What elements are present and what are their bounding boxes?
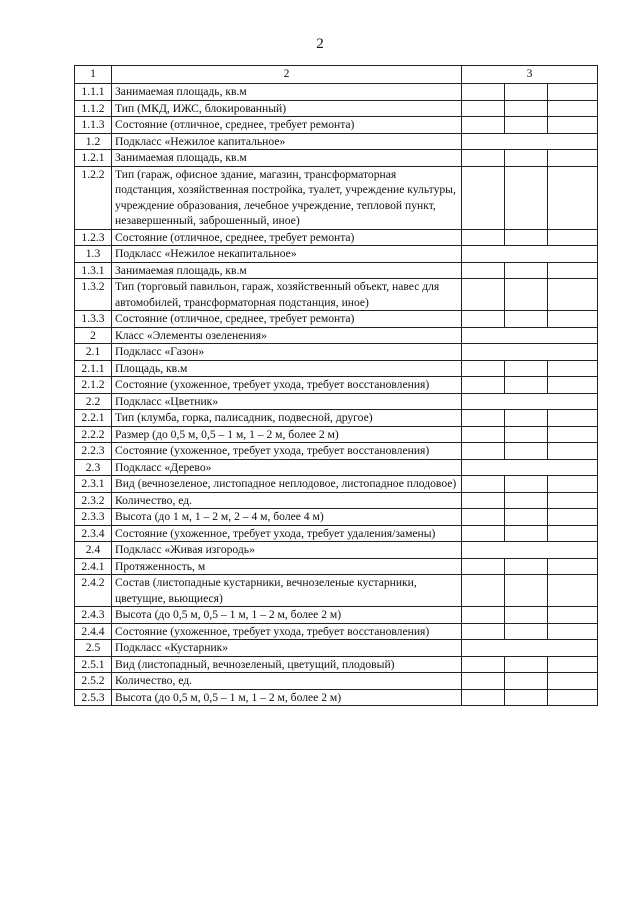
row-number: 2.3.3 [75,509,112,526]
value-cell [548,311,598,328]
row-description: Подкласс «Газон» [112,344,462,361]
row-number: 2.3.4 [75,525,112,542]
row-number: 2.2.3 [75,443,112,460]
value-cell [548,377,598,394]
value-cell [462,426,505,443]
row-number: 2.5 [75,640,112,657]
row-description: Подкласс «Нежилое некапитальное» [112,246,462,263]
value-cell [548,117,598,134]
row-description: Подкласс «Нежилое капитальное» [112,133,462,150]
row-description: Состояние (ухоженное, требует ухода, требует удаления/замены) [112,525,462,542]
table-row [75,150,598,167]
row-description: Количество, ед. [112,673,462,690]
table-row [75,84,598,101]
row-description: Состояние (ухоженное, требует ухода, требует восстановления) [112,623,462,640]
value-cell [505,84,548,101]
value-cell [505,509,548,526]
row-description: Вид (вечнозеленое, листопадное неплодовое, листопадное плодовое) [112,476,462,493]
value-cell [548,229,598,246]
row-description: Состояние (ухоженное, требует ухода, требует восстановления) [112,377,462,394]
value-cell [462,607,505,624]
value-cell [462,558,505,575]
row-number: 2.2 [75,393,112,410]
value-cell-merged [462,542,598,559]
row-description: Высота (до 1 м, 1 – 2 м, 2 – 4 м, более 4 м) [112,509,462,526]
row-number: 1.2.3 [75,229,112,246]
value-cell [505,311,548,328]
value-cell-merged [462,393,598,410]
row-number: 1.3.1 [75,262,112,279]
row-description: Подкласс «Кустарник» [112,640,462,657]
table-row-subclass [75,344,598,361]
header-col-1: 1 [75,66,112,84]
table-row-subclass [75,393,598,410]
table-row [75,575,598,607]
row-description: Состояние (отличное, среднее, требует ремонта) [112,311,462,328]
value-cell [505,410,548,427]
table-row-subclass [75,327,598,344]
table-row [75,279,598,311]
row-description: Протяженность, м [112,558,462,575]
row-number: 2.2.1 [75,410,112,427]
row-number: 1.1.2 [75,100,112,117]
value-cell [548,476,598,493]
row-number: 1.3.2 [75,279,112,311]
table-row [75,229,598,246]
row-description: Подкласс «Цветник» [112,393,462,410]
row-description: Занимаемая площадь, кв.м [112,262,462,279]
row-number: 2.2.2 [75,426,112,443]
value-cell [505,607,548,624]
value-cell [462,689,505,706]
row-number: 1.3.3 [75,311,112,328]
value-cell [462,443,505,460]
value-cell [462,492,505,509]
value-cell [505,150,548,167]
value-cell [462,311,505,328]
table-row-subclass [75,542,598,559]
row-description: Состояние (отличное, среднее, требует ремонта) [112,117,462,134]
table-row [75,117,598,134]
table-row [75,100,598,117]
value-cell [462,279,505,311]
table-row [75,166,598,229]
table-row [75,360,598,377]
value-cell [505,117,548,134]
value-cell [505,229,548,246]
table-row-subclass [75,133,598,150]
row-number: 1.2.1 [75,150,112,167]
row-description: Состояние (отличное, среднее, требует ремонта) [112,229,462,246]
value-cell [548,492,598,509]
value-cell [548,360,598,377]
row-number: 2.4 [75,542,112,559]
page-number: 2 [316,36,324,52]
table-row [75,558,598,575]
table-header-row [75,66,598,84]
table-row [75,509,598,526]
row-number: 2.5.3 [75,689,112,706]
row-description: Подкласс «Дерево» [112,459,462,476]
value-cell [548,84,598,101]
value-cell [548,525,598,542]
value-cell [462,525,505,542]
value-cell [548,166,598,229]
value-cell [548,410,598,427]
table-row [75,623,598,640]
value-cell [505,575,548,607]
value-cell [505,689,548,706]
row-number: 1.1.1 [75,84,112,101]
row-description: Количество, ед. [112,492,462,509]
row-number: 2.5.1 [75,656,112,673]
table-row [75,262,598,279]
value-cell [462,262,505,279]
value-cell [505,623,548,640]
value-cell [548,575,598,607]
value-cell-merged [462,640,598,657]
row-number: 2.4.1 [75,558,112,575]
table-row [75,426,598,443]
row-description: Состав (листопадные кустарники, вечнозеленые кустарники, цветущие, вьющиеся) [112,575,462,607]
row-number: 2.3 [75,459,112,476]
row-number: 1.2 [75,133,112,150]
row-number: 2.3.2 [75,492,112,509]
row-description: Размер (до 0,5 м, 0,5 – 1 м, 1 – 2 м, более 2 м) [112,426,462,443]
value-cell [462,166,505,229]
value-cell [505,100,548,117]
row-description: Площадь, кв.м [112,360,462,377]
value-cell [505,443,548,460]
attribute-table [74,65,598,706]
value-cell-merged [462,246,598,263]
row-number: 2.1.2 [75,377,112,394]
row-description: Вид (листопадный, вечнозеленый, цветущий, плодовый) [112,656,462,673]
value-cell [548,426,598,443]
value-cell-merged [462,327,598,344]
value-cell [505,492,548,509]
value-cell [462,623,505,640]
table-row [75,525,598,542]
value-cell-merged [462,459,598,476]
value-cell [548,443,598,460]
table-row [75,656,598,673]
table-row [75,673,598,690]
table-row [75,311,598,328]
table-row [75,689,598,706]
table-row-subclass [75,640,598,657]
value-cell [548,279,598,311]
value-cell [548,558,598,575]
value-cell [505,279,548,311]
value-cell [548,689,598,706]
row-number: 2.4.2 [75,575,112,607]
row-number: 2.3.1 [75,476,112,493]
row-number: 2.5.2 [75,673,112,690]
value-cell [548,607,598,624]
value-cell [505,166,548,229]
table-row-subclass [75,459,598,476]
value-cell [505,525,548,542]
value-cell [462,476,505,493]
value-cell [462,673,505,690]
value-cell [462,377,505,394]
table-row [75,377,598,394]
value-cell [505,426,548,443]
value-cell [505,377,548,394]
value-cell [548,262,598,279]
value-cell [462,84,505,101]
row-number: 2 [75,327,112,344]
value-cell [462,410,505,427]
value-cell [505,360,548,377]
row-number: 2.1.1 [75,360,112,377]
value-cell [505,476,548,493]
value-cell [462,575,505,607]
table-row [75,607,598,624]
value-cell [548,673,598,690]
row-description: Тип (МКД, ИЖС, блокированный) [112,100,462,117]
row-description: Высота (до 0,5 м, 0,5 – 1 м, 1 – 2 м, более 2 м) [112,689,462,706]
value-cell [505,656,548,673]
row-number: 1.2.2 [75,166,112,229]
row-description: Состояние (ухоженное, требует ухода, требует восстановления) [112,443,462,460]
value-cell [462,150,505,167]
row-number: 1.3 [75,246,112,263]
value-cell [548,100,598,117]
value-cell [462,656,505,673]
row-description: Занимаемая площадь, кв.м [112,150,462,167]
value-cell [505,262,548,279]
row-number: 1.1.3 [75,117,112,134]
header-col-3: 3 [462,66,598,84]
row-description: Тип (гараж, офисное здание, магазин, трансформаторная подстанция, хозяйственная постройка, туалет, учреждение культуры, учреждение образования, лечебное учреждение, тепловой пункт, незавершенный, заброшенный, иное) [112,166,462,229]
value-cell [548,656,598,673]
row-description: Тип (клумба, горка, палисадник, подвесной, другое) [112,410,462,427]
row-description: Класс «Элементы озеленения» [112,327,462,344]
value-cell [462,117,505,134]
table-row [75,410,598,427]
row-description: Высота (до 0,5 м, 0,5 – 1 м, 1 – 2 м, более 2 м) [112,607,462,624]
row-number: 2.4.4 [75,623,112,640]
value-cell-merged [462,133,598,150]
table-row [75,476,598,493]
header-col-2: 2 [112,66,462,84]
value-cell [462,100,505,117]
table-row [75,492,598,509]
value-cell [462,509,505,526]
table-row-subclass [75,246,598,263]
row-description: Подкласс «Живая изгородь» [112,542,462,559]
value-cell [548,150,598,167]
row-number: 2.4.3 [75,607,112,624]
row-number: 2.1 [75,344,112,361]
value-cell [462,229,505,246]
value-cell [548,509,598,526]
value-cell [505,558,548,575]
value-cell [505,673,548,690]
value-cell-merged [462,344,598,361]
value-cell [462,360,505,377]
table-row [75,443,598,460]
value-cell [548,623,598,640]
row-description: Тип (торговый павильон, гараж, хозяйственный объект, навес для автомобилей, трансформаторная подстанция, иное) [112,279,462,311]
row-description: Занимаемая площадь, кв.м [112,84,462,101]
